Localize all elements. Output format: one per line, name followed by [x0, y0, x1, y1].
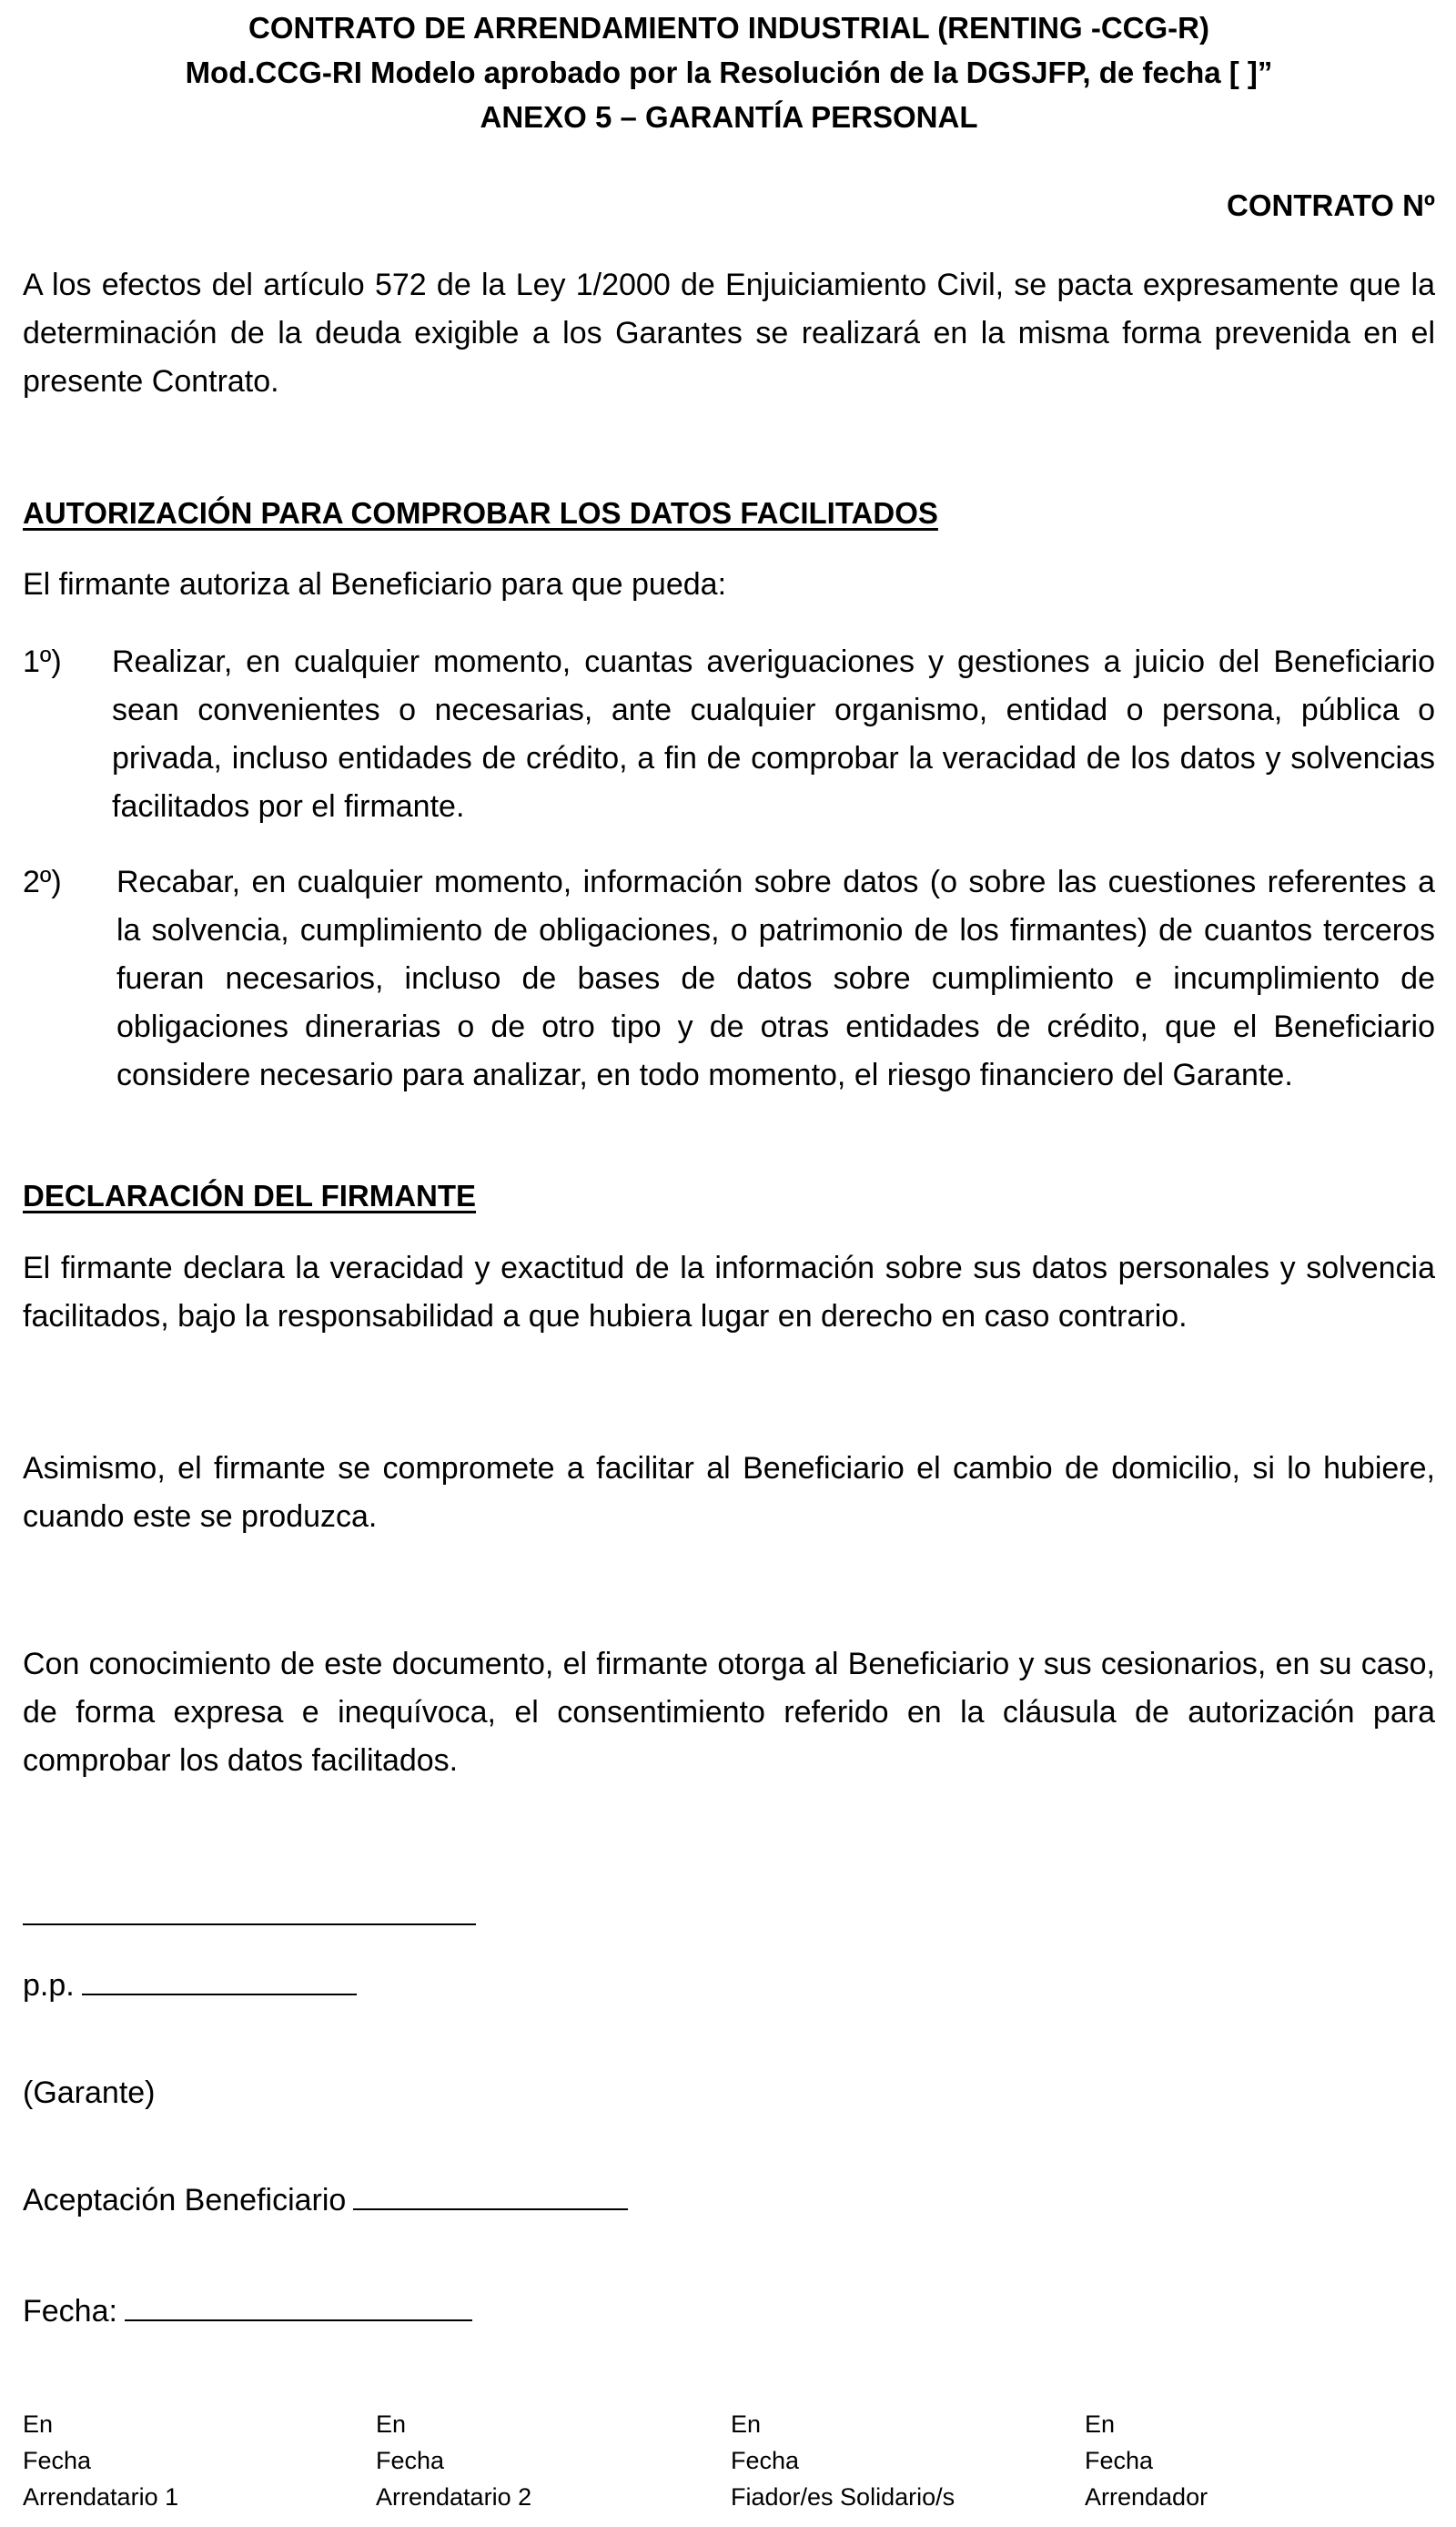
acceptance-label: Aceptación Beneficiario	[23, 2183, 347, 2217]
footer-column-guarantors	[731, 2406, 1067, 2515]
footer-date: Fecha	[376, 2447, 445, 2474]
declaration-paragraph-3: Con conocimiento de este documento, el firmante otorga al Beneficiario y sus cesionarios, en su caso, de forma expresa e inequívoca, el consentimiento referido en la cláusula de autorización para comprobar los datos facilitados.	[23, 1647, 1435, 1778]
acceptance-blank	[353, 2181, 628, 2210]
authorization-heading: AUTORIZACIÓN PARA COMPROBAR LOS DATOS FACILITADOS	[23, 496, 938, 530]
footer-party: Arrendador	[1085, 2483, 1208, 2511]
authorization-item-1	[23, 638, 1435, 831]
date-label: Fecha:	[23, 2294, 117, 2329]
document-page	[23, 0, 1435, 2527]
signature-line	[23, 1893, 476, 1938]
declaration-heading: DECLARACIÓN DEL FIRMANTE	[23, 1179, 477, 1213]
footer-date: Fecha	[23, 2447, 92, 2474]
item-text: Recabar, en cualquier momento, información sobre datos (o sobre las cuestiones referentes a la solvencia, cumplimiento de obligaciones, o patrimonio de los firmantes) de cuantos terceros fueran necesarios, incluso de bases de datos sobre cumplimiento e incumplimiento de obligaciones dinerarias o de otro tipo y de otras entidades de crédito, que el Beneficiario considere necesario para analizar, en todo momento, el riesgo financiero del Garante.	[116, 865, 1435, 1092]
date-blank	[125, 2292, 472, 2321]
date-line	[23, 2289, 472, 2334]
header-title: CONTRATO DE ARRENDAMIENTO INDUSTRIAL (RENTING -CCG-R)	[248, 11, 1209, 45]
declaration-paragraph-2: Asimismo, el firmante se compromete a facilitar al Beneficiario el cambio de domicilio, si lo hubiere, cuando este se produzca.	[23, 1451, 1435, 1534]
footer-party: Arrendatario 1	[23, 2483, 179, 2511]
footer-place: En	[23, 2410, 54, 2438]
contract-number-label: CONTRATO Nº	[1227, 188, 1435, 222]
guarantor-label: (Garante)	[23, 2075, 156, 2110]
item-number: 2º)	[23, 865, 62, 899]
item-number: 1º)	[23, 644, 62, 679]
document-header	[23, 5, 1435, 139]
footer-column-lessee-2	[376, 2406, 713, 2515]
pp-blank	[82, 1966, 357, 1995]
item-text: Realizar, en cualquier momento, cuantas averiguaciones y gestiones a juicio del Beneficiario sean convenientes o necesarias, ante cualquier organismo, entidad o persona, pública o privada, incluso entidades de crédito, a fin de comprobar la veracidad de los datos y solvencias facilitados por el firmante.	[112, 644, 1435, 824]
footer-party: Arrendatario 2	[376, 2483, 532, 2511]
signature-blank	[23, 1896, 476, 1925]
authorization-lead: El firmante autoriza al Beneficiario para que pueda:	[23, 567, 727, 602]
footer-place: En	[731, 2410, 762, 2438]
footer-column-lessor	[1085, 2406, 1421, 2515]
intro-paragraph: A los efectos del artículo 572 de la Ley 1/2000 de Enjuiciamiento Civil, se pacta expresamente que la determinación de la deuda exigible a los Garantes se realizará en la misma forma prevenida en el presente Contrato.	[23, 268, 1435, 399]
footer-column-lessee-1	[23, 2406, 359, 2515]
pp-line	[23, 1964, 357, 2008]
declaration-paragraph-1: El firmante declara la veracidad y exactitud de la información sobre sus datos personales y solvencia facilitados, bajo la responsabilidad a que hubiera lugar en derecho en caso contrario.	[23, 1251, 1435, 1334]
footer-place: En	[376, 2410, 407, 2438]
header-annex: ANEXO 5 – GARANTÍA PERSONAL	[480, 100, 978, 134]
pp-label: p.p.	[23, 1968, 75, 2003]
footer-date: Fecha	[731, 2447, 800, 2474]
acceptance-line	[23, 2178, 628, 2223]
authorization-item-2	[23, 858, 1435, 1100]
footer-date: Fecha	[1085, 2447, 1154, 2474]
footer-place: En	[1085, 2410, 1116, 2438]
header-model: Mod.CCG-RI Modelo aprobado por la Resolución de la DGSJFP, de fecha [ ]”	[185, 56, 1273, 89]
footer-party: Fiador/es Solidario/s	[731, 2483, 956, 2511]
